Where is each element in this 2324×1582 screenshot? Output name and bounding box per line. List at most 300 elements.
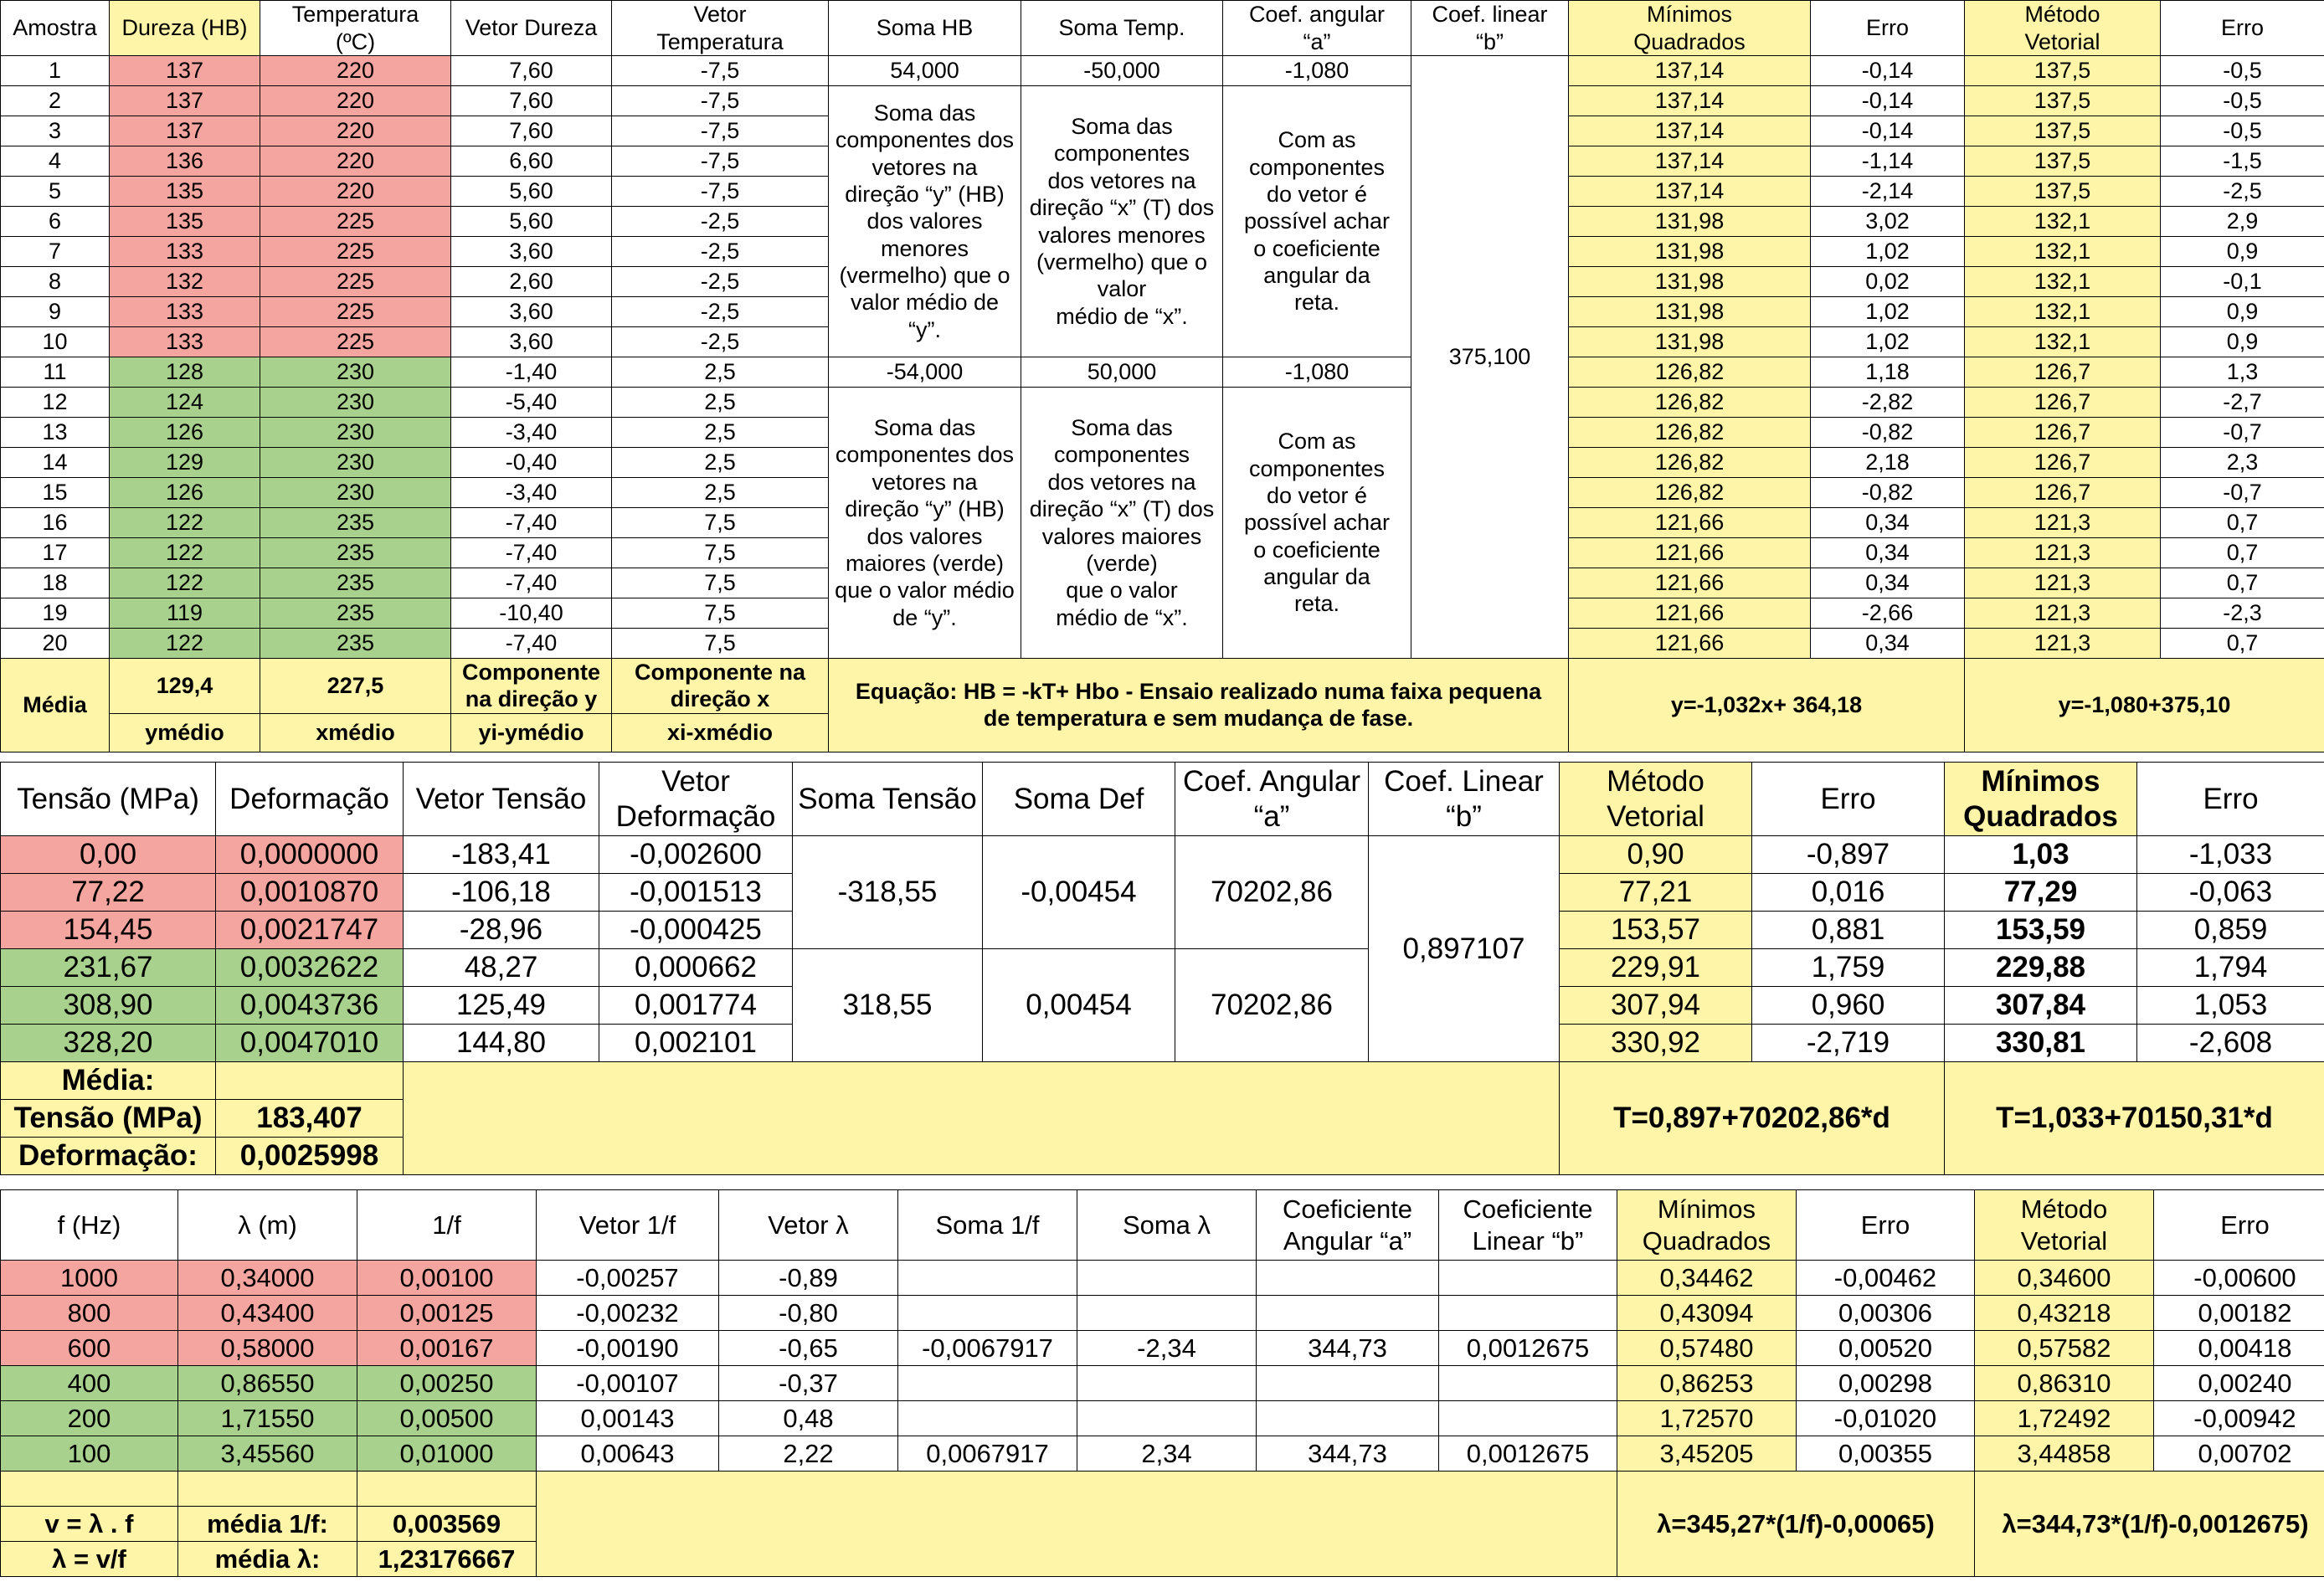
least-squares-cell: 137,14 (1569, 56, 1811, 86)
column-header: Vetor Dureza (451, 1, 612, 56)
inverse-frequency-cell: 0,01000 (357, 1436, 537, 1472)
wavelength-cell: 3,45560 (178, 1436, 357, 1472)
frequency-cell: 800 (1, 1296, 178, 1331)
mean-wavelength-value: 1,23176667 (357, 1542, 537, 1577)
column-header: Soma Temp. (1021, 1, 1223, 56)
stress-cell: 231,67 (1, 949, 216, 987)
column-header: Erro (2137, 763, 2324, 836)
error-cell: -0,82 (1811, 418, 1965, 448)
strain-vector-cell: 0,002101 (599, 1025, 793, 1062)
inverse-frequency-vector-cell: -0,00232 (537, 1296, 719, 1331)
least-squares-cell: 126,82 (1569, 448, 1811, 478)
vector-method-cell: 330,92 (1560, 1025, 1752, 1062)
error-cell: 0,881 (1752, 912, 1945, 949)
error-cell: 0,960 (1752, 987, 1945, 1025)
vector-method-cell: 121,3 (1965, 538, 2161, 568)
temperature-vector-cell: -7,5 (612, 116, 829, 146)
error-cell: 2,3 (2161, 448, 2324, 478)
slope-top: -1,080 (1223, 56, 1411, 86)
temperature-cell: 235 (260, 568, 451, 598)
error-cell: 1,759 (1752, 949, 1945, 987)
xi-xmean-label: xi-xmédio (612, 713, 829, 752)
least-squares-cell: 137,14 (1569, 116, 1811, 146)
error-cell: -0,00942 (2154, 1401, 2324, 1436)
column-header: Coeficiente Angular “a” (1257, 1190, 1439, 1261)
stress-vector-cell: -28,96 (404, 912, 599, 949)
table-row (1, 56, 2324, 86)
least-squares-cell: 330,81 (1945, 1025, 2137, 1062)
error-cell: 0,9 (2161, 327, 2324, 357)
temperature-cell: 235 (260, 598, 451, 629)
error-cell: -0,5 (2161, 116, 2324, 146)
error-cell: 0,00306 (1797, 1296, 1975, 1331)
slope-bottom: 70202,86 (1175, 949, 1369, 1062)
error-cell: -0,7 (2161, 418, 2324, 448)
hardness-vector-cell: -3,40 (451, 418, 612, 448)
table-row (1, 949, 2324, 987)
mean-stress-label: Tensão (MPa) (1, 1100, 216, 1138)
strain-cell: 0,0047010 (216, 1025, 404, 1062)
hardness-cell: 132 (110, 267, 260, 297)
error-cell: 1,02 (1811, 237, 1965, 267)
error-cell: -0,7 (2161, 478, 2324, 508)
slope-cell (1257, 1296, 1439, 1331)
error-cell: 0,00355 (1797, 1436, 1975, 1472)
hardness-cell: 119 (110, 598, 260, 629)
temperature-vector-cell: 2,5 (612, 388, 829, 418)
vector-method-equation: λ=344,73*(1/f)-0,0012675) (1975, 1472, 2324, 1577)
mean-label: Média: (1, 1062, 216, 1100)
wavelength-cell: 0,43400 (178, 1296, 357, 1331)
least-squares-cell: 121,66 (1569, 508, 1811, 538)
error-cell: -2,5 (2161, 177, 2324, 207)
stress-vector-cell: -183,41 (404, 836, 599, 874)
hardness-cell: 133 (110, 327, 260, 357)
column-header: λ (m) (178, 1190, 357, 1261)
error-cell: 0,00520 (1797, 1331, 1975, 1366)
column-header: Amostra (1, 1, 110, 56)
intercept-cell (1439, 1366, 1617, 1401)
error-cell: -2,14 (1811, 177, 1965, 207)
table-row (1, 763, 2324, 836)
vector-method-cell: 307,94 (1560, 987, 1752, 1025)
filler-cell (537, 1472, 1617, 1577)
error-cell: -2,719 (1752, 1025, 1945, 1062)
vector-method-cell: 137,5 (1965, 56, 2161, 86)
hardness-cell: 122 (110, 568, 260, 598)
least-squares-cell: 126,82 (1569, 388, 1811, 418)
vector-method-cell: 132,1 (1965, 207, 2161, 237)
least-squares-cell: 1,03 (1945, 836, 2137, 874)
temperature-cell: 230 (260, 478, 451, 508)
stress-vector-cell: 144,80 (404, 1025, 599, 1062)
stress-vector-cell: 125,49 (404, 987, 599, 1025)
vector-method-cell: 126,7 (1965, 448, 2161, 478)
error-cell: -0,5 (2161, 56, 2324, 86)
error-cell: 0,00182 (2154, 1296, 2324, 1331)
sum-wavelength-cell (1077, 1261, 1257, 1296)
wavelength-cell: 0,34000 (178, 1261, 357, 1296)
vector-method-cell: 137,5 (1965, 116, 2161, 146)
temperature-vector-cell: -2,5 (612, 327, 829, 357)
table-row (1, 1436, 2324, 1472)
velocity-formula: v = λ . f (1, 1507, 178, 1542)
temperature-vector-cell: 7,5 (612, 568, 829, 598)
hardness-vector-cell: 3,60 (451, 327, 612, 357)
hardness-vector-cell: -0,40 (451, 448, 612, 478)
hardness-cell: 137 (110, 116, 260, 146)
least-squares-cell: 121,66 (1569, 598, 1811, 629)
error-cell: 1,053 (2137, 987, 2324, 1025)
least-squares-equation: T=1,033+70150,31*d (1945, 1062, 2324, 1175)
error-cell: -2,608 (2137, 1025, 2324, 1062)
column-header: Coef. linear “b” (1411, 1, 1569, 56)
vector-method-cell: 3,44858 (1975, 1436, 2154, 1472)
vector-method-cell: 77,21 (1560, 874, 1752, 912)
column-header: Coeficiente Linear “b” (1439, 1190, 1617, 1261)
mean-wavelength-label: média λ: (178, 1542, 357, 1577)
component-x-label: Componente na direção x (612, 659, 829, 714)
ymean-label: ymédio (110, 713, 260, 752)
temperature-vector-cell: -2,5 (612, 207, 829, 237)
vector-method-cell: 132,1 (1965, 297, 2161, 327)
error-cell: 0,00702 (2154, 1436, 2324, 1472)
frequency-cell: 600 (1, 1331, 178, 1366)
least-squares-cell: 229,88 (1945, 949, 2137, 987)
mean-strain-value: 0,0025998 (216, 1138, 404, 1175)
temperature-cell: 225 (260, 267, 451, 297)
error-cell: 1,3 (2161, 357, 2324, 388)
slope-description: Com as componentes do vetor é possível achar o coeficiente angular da reta. (1223, 388, 1411, 659)
hardness-cell: 133 (110, 297, 260, 327)
table-row (1, 836, 2324, 874)
wavelength-vector-cell: 0,48 (719, 1401, 898, 1436)
sample-number: 14 (1, 448, 110, 478)
sample-number: 17 (1, 538, 110, 568)
equation-note: Equação: HB = -kT+ Hbo - Ensaio realizado numa faixa pequena de temperatura e sem mudança de fase. (829, 659, 1569, 752)
least-squares-cell: 126,82 (1569, 478, 1811, 508)
least-squares-cell: 126,82 (1569, 418, 1811, 448)
temperature-cell: 225 (260, 297, 451, 327)
hardness-cell: 128 (110, 357, 260, 388)
sample-number: 16 (1, 508, 110, 538)
intercept-cell: 0,0012675 (1439, 1331, 1617, 1366)
hardness-vector-cell: 2,60 (451, 267, 612, 297)
empty-cell (216, 1062, 404, 1100)
temperature-vector-cell: 7,5 (612, 629, 829, 659)
least-squares-equation: y=-1,032x+ 364,18 (1569, 659, 1965, 752)
sample-number: 9 (1, 297, 110, 327)
hardness-vector-cell: 7,60 (451, 56, 612, 86)
table-row (1, 86, 2324, 116)
hardness-cell: 136 (110, 146, 260, 177)
temperature-vector-cell: 2,5 (612, 478, 829, 508)
temperature-vector-cell: 2,5 (612, 357, 829, 388)
error-cell: -0,063 (2137, 874, 2324, 912)
error-cell: -0,897 (1752, 836, 1945, 874)
hardness-vector-cell: 6,60 (451, 146, 612, 177)
column-header: Coef. Linear “b” (1369, 763, 1560, 836)
hardness-vector-cell: -3,40 (451, 478, 612, 508)
intercept-cell: 0,0012675 (1439, 1436, 1617, 1472)
vector-method-cell: 1,72492 (1975, 1401, 2154, 1436)
slope-top: 70202,86 (1175, 836, 1369, 949)
sum-hb-description: Soma das componentes dos vetores na direção “y” (HB) dos valores maiores (verde) que o valor médio de “y”. (829, 388, 1021, 659)
temperature-cell: 220 (260, 146, 451, 177)
column-header: Vetor Deformação (599, 763, 793, 836)
sum-strain-bottom: 0,00454 (983, 949, 1175, 1062)
least-squares-cell: 121,66 (1569, 629, 1811, 659)
error-cell: 1,02 (1811, 297, 1965, 327)
temperature-vector-cell: -2,5 (612, 237, 829, 267)
sum-inverse-frequency-cell (898, 1366, 1077, 1401)
temperature-vector-cell: -7,5 (612, 146, 829, 177)
least-squares-cell: 307,84 (1945, 987, 2137, 1025)
least-squares-cell: 137,14 (1569, 146, 1811, 177)
stress-cell: 308,90 (1, 987, 216, 1025)
sum-temp-description: Soma das componentes dos vetores na direção “x” (T) dos valores menores (vermelho) que o valor médio de “x”. (1021, 86, 1223, 357)
temperature-vector-cell: 7,5 (612, 508, 829, 538)
column-header: Soma λ (1077, 1190, 1257, 1261)
sum-stress-bottom: 318,55 (793, 949, 983, 1062)
column-header: f (Hz) (1, 1190, 178, 1261)
vector-method-cell: 126,7 (1965, 478, 2161, 508)
slope-cell: 344,73 (1257, 1436, 1439, 1472)
temperature-cell: 220 (260, 177, 451, 207)
hardness-vector-cell: 7,60 (451, 86, 612, 116)
temperature-cell: 220 (260, 86, 451, 116)
sum-wavelength-cell (1077, 1401, 1257, 1436)
column-header: Dureza (HB) (110, 1, 260, 56)
sample-number: 12 (1, 388, 110, 418)
table-row (1, 1261, 2324, 1296)
sum-hb-top: 54,000 (829, 56, 1021, 86)
hardness-vector-cell: -1,40 (451, 357, 612, 388)
temperature-cell: 225 (260, 237, 451, 267)
column-header: Deformação (216, 763, 404, 836)
error-cell: -0,5 (2161, 86, 2324, 116)
table-row (1, 659, 2324, 714)
strain-cell: 0,0043736 (216, 987, 404, 1025)
hardness-cell: 126 (110, 478, 260, 508)
hardness-vector-cell: 3,60 (451, 237, 612, 267)
component-y-label: Componente na direção y (451, 659, 612, 714)
intercept-cell (1439, 1401, 1617, 1436)
hardness-vector-cell: -7,40 (451, 538, 612, 568)
temperature-cell: 235 (260, 508, 451, 538)
column-header: Erro (2154, 1190, 2324, 1261)
error-cell: -2,3 (2161, 598, 2324, 629)
xmean-label: xmédio (260, 713, 451, 752)
error-cell: -1,5 (2161, 146, 2324, 177)
hardness-cell: 122 (110, 538, 260, 568)
error-cell: 1,18 (1811, 357, 1965, 388)
hardness-cell: 126 (110, 418, 260, 448)
hardness-cell: 133 (110, 237, 260, 267)
column-header: Método Vetorial (1975, 1190, 2154, 1261)
column-header: Mínimos Quadrados (1945, 763, 2137, 836)
vector-method-cell: 121,3 (1965, 629, 2161, 659)
error-cell: -1,14 (1811, 146, 1965, 177)
intercept-cell (1439, 1296, 1617, 1331)
mean-strain-label: Deformação: (1, 1138, 216, 1175)
least-squares-cell: 0,43094 (1617, 1296, 1797, 1331)
empty-cell (357, 1472, 537, 1507)
column-header: 1/f (357, 1190, 537, 1261)
vector-method-cell: 137,5 (1965, 86, 2161, 116)
column-header: Método Vetorial (1965, 1, 2161, 56)
vector-method-cell: 121,3 (1965, 508, 2161, 538)
hardness-cell: 135 (110, 207, 260, 237)
column-header: Vetor Temperatura (612, 1, 829, 56)
stress-vector-cell: -106,18 (404, 874, 599, 912)
least-squares-cell: 131,98 (1569, 267, 1811, 297)
temperature-cell: 235 (260, 538, 451, 568)
wavelength-vector-cell: -0,65 (719, 1331, 898, 1366)
error-cell: -2,82 (1811, 388, 1965, 418)
error-cell: 0,859 (2137, 912, 2324, 949)
strain-vector-cell: 0,000662 (599, 949, 793, 987)
column-header: Vetor Tensão (404, 763, 599, 836)
temperature-cell: 225 (260, 207, 451, 237)
sum-temp-top: -50,000 (1021, 56, 1223, 86)
temperature-cell: 225 (260, 327, 451, 357)
temperature-vector-cell: -7,5 (612, 177, 829, 207)
wavelength-vector-cell: -0,37 (719, 1366, 898, 1401)
error-cell: -0,14 (1811, 116, 1965, 146)
empty-cell (1, 1472, 178, 1507)
temperature-cell: 230 (260, 418, 451, 448)
least-squares-cell: 121,66 (1569, 538, 1811, 568)
error-cell: 3,02 (1811, 207, 1965, 237)
wavelength-cell: 0,58000 (178, 1331, 357, 1366)
temperature-vector-cell: -2,5 (612, 267, 829, 297)
temperature-vector-cell: -7,5 (612, 56, 829, 86)
inverse-frequency-vector-cell: -0,00107 (537, 1366, 719, 1401)
temperature-cell: 230 (260, 388, 451, 418)
stress-cell: 154,45 (1, 912, 216, 949)
stress-cell: 0,00 (1, 836, 216, 874)
column-header: Tensão (MPa) (1, 763, 216, 836)
error-cell: 0,34 (1811, 568, 1965, 598)
column-header: Soma 1/f (898, 1190, 1077, 1261)
error-cell: -1,033 (2137, 836, 2324, 874)
column-header: Mínimos Quadrados (1617, 1190, 1797, 1261)
temperature-cell: 220 (260, 56, 451, 86)
sample-number: 4 (1, 146, 110, 177)
stress-cell: 328,20 (1, 1025, 216, 1062)
vector-method-cell: 132,1 (1965, 267, 2161, 297)
table-row (1, 357, 2324, 388)
hardness-vector-cell: -7,40 (451, 508, 612, 538)
vector-method-cell: 229,91 (1560, 949, 1752, 987)
empty-cell (178, 1472, 357, 1507)
strain-cell: 0,0021747 (216, 912, 404, 949)
sample-number: 19 (1, 598, 110, 629)
error-cell: 2,18 (1811, 448, 1965, 478)
hardness-vector-cell: 3,60 (451, 297, 612, 327)
wavelength-vector-cell: 2,22 (719, 1436, 898, 1472)
vector-method-cell: 0,34600 (1975, 1261, 2154, 1296)
vector-method-cell: 126,7 (1965, 388, 2161, 418)
temperature-vector-cell: 7,5 (612, 538, 829, 568)
column-header: Método Vetorial (1560, 763, 1752, 836)
hardness-cell: 122 (110, 629, 260, 659)
mean-temperature: 227,5 (260, 659, 451, 714)
column-header: Vetor 1/f (537, 1190, 719, 1261)
hardness-vector-cell: -10,40 (451, 598, 612, 629)
vector-method-cell: 137,5 (1965, 146, 2161, 177)
error-cell: 2,9 (2161, 207, 2324, 237)
vector-method-cell: 0,90 (1560, 836, 1752, 874)
slope-cell (1257, 1401, 1439, 1436)
wavelength-cell: 1,71550 (178, 1401, 357, 1436)
frequency-cell: 200 (1, 1401, 178, 1436)
table-row (1, 1190, 2324, 1261)
error-cell: 1,02 (1811, 327, 1965, 357)
sum-hb-bottom: -54,000 (829, 357, 1021, 388)
sample-number: 20 (1, 629, 110, 659)
strain-vector-cell: -0,002600 (599, 836, 793, 874)
strain-vector-cell: -0,001513 (599, 874, 793, 912)
frequency-cell: 1000 (1, 1261, 178, 1296)
frequency-cell: 400 (1, 1366, 178, 1401)
sum-wavelength-cell (1077, 1366, 1257, 1401)
error-cell: -2,7 (2161, 388, 2324, 418)
inverse-frequency-vector-cell: 0,00143 (537, 1401, 719, 1436)
temperature-vector-cell: -7,5 (612, 86, 829, 116)
inverse-frequency-cell: 0,00100 (357, 1261, 537, 1296)
temperature-vector-cell: 2,5 (612, 448, 829, 478)
error-cell: 0,7 (2161, 538, 2324, 568)
error-cell: -2,66 (1811, 598, 1965, 629)
hardness-cell: 122 (110, 508, 260, 538)
column-header: Coef. angular “a” (1223, 1, 1411, 56)
error-cell: 1,794 (2137, 949, 2324, 987)
intercept-cell: 375,100 (1411, 56, 1569, 659)
slope-bottom: -1,080 (1223, 357, 1411, 388)
strain-cell: 0,0000000 (216, 836, 404, 874)
hardness-vector-cell: 5,60 (451, 207, 612, 237)
hardness-vector-cell: 7,60 (451, 116, 612, 146)
inverse-frequency-cell: 0,00167 (357, 1331, 537, 1366)
vector-method-cell: 121,3 (1965, 598, 2161, 629)
hardness-vector-cell: -5,40 (451, 388, 612, 418)
error-cell: -0,14 (1811, 56, 1965, 86)
slope-description: Com as componentes do vetor é possível achar o coeficiente angular da reta. (1223, 86, 1411, 357)
sum-temp-description: Soma das componentes dos vetores na direção “x” (T) dos valores maiores (verde) que o valor médio de “x”. (1021, 388, 1223, 659)
least-squares-cell: 131,98 (1569, 327, 1811, 357)
mean-hardness: 129,4 (110, 659, 260, 714)
inverse-frequency-vector-cell: 0,00643 (537, 1436, 719, 1472)
column-header: Vetor λ (719, 1190, 898, 1261)
sample-number: 3 (1, 116, 110, 146)
temperature-vector-cell: 2,5 (612, 418, 829, 448)
intercept-cell (1439, 1261, 1617, 1296)
sum-inverse-frequency-cell: -0,0067917 (898, 1331, 1077, 1366)
temperature-cell: 230 (260, 357, 451, 388)
sum-hb-description: Soma das componentes dos vetores na direção “y” (HB) dos valores menores (vermelho) que o valor médio de “y”. (829, 86, 1021, 357)
temperature-vector-cell: -2,5 (612, 297, 829, 327)
sample-number: 1 (1, 56, 110, 86)
error-cell: -0,82 (1811, 478, 1965, 508)
vector-method-equation: y=-1,080+375,10 (1965, 659, 2324, 752)
column-header: Temperatura (ºC) (260, 1, 451, 56)
column-header: Soma Def (983, 763, 1175, 836)
sum-wavelength-cell: 2,34 (1077, 1436, 1257, 1472)
mean-stress-value: 183,407 (216, 1100, 404, 1138)
vector-method-cell: 126,7 (1965, 357, 2161, 388)
